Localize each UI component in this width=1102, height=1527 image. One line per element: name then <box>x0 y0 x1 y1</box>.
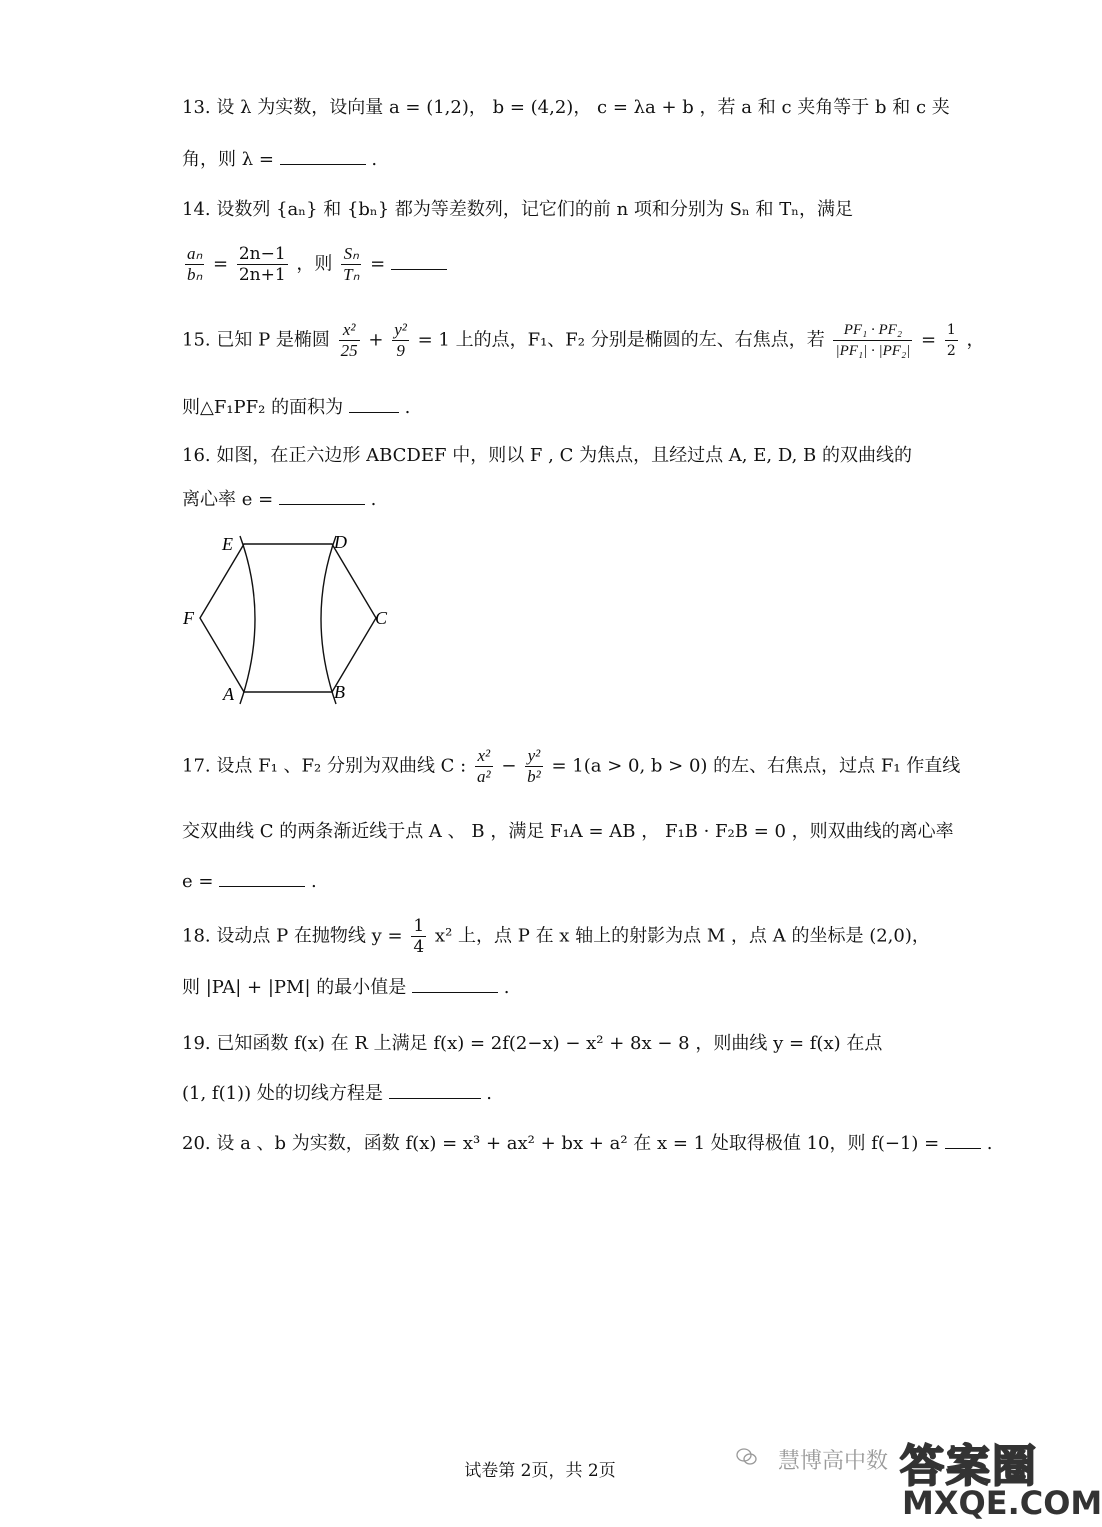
question-18-line2: 则 |PA| + |PM| 的最小值是 . <box>182 977 510 998</box>
fraction-x2-a2: $\frac{\text{x²}}{\text{a²}}$ <box>476 746 491 786</box>
label-C: C <box>375 608 388 628</box>
question-17-line2 <box>182 820 954 844</box>
fraction-an-bn: $\frac{\text{aₙ}}{\text{bₙ}}$ <box>187 244 203 284</box>
answer-blank-15[interactable] <box>349 396 399 413</box>
label-E: E <box>222 534 233 554</box>
question-20-text: 设 a 、b 为实数，函数 f(x) = x³ + ax² + bx + a² 在 x = 1 处取得极值 10，则 f(−1) = <box>216 1133 940 1154</box>
answer-blank-17[interactable] <box>219 870 305 887</box>
hyperbola-right-branch <box>321 536 336 704</box>
question-20-line1: 20. 设 a 、b 为实数，函数 f(x) = x³ + ax² + bx + a² 在 x = 1 处取得极值 10，则 f(−1) = . <box>182 1133 993 1154</box>
page-footer: 试卷第 2页，共 2页 <box>464 1461 616 1481</box>
question-13-line1: 13. 设 λ 为实数，设向量 a = (1,2)， b = (4,2)， c = λa + b ，若 a 和 c 夹角等于 b 和 c 夹 <box>182 97 950 118</box>
label-F: F <box>183 608 194 628</box>
fraction-2n: $\frac{2n-1}{2n+1}$ <box>238 244 286 285</box>
question-17-line1: 17. 设点 F₁ 、F₂ 分别为双曲线 C : $\frac{\text{x²}}{\text{a²}}$ − $\frac{\text{y²}}{\text{b²}}$ = 1(a > 0, b > 0) 的左、右焦点，过点 F₁ 作直线 <box>182 746 961 786</box>
label-A: A <box>223 684 234 704</box>
fraction-x2-25: $\frac{\text{x²}}{25}$ <box>340 320 358 360</box>
answer-blank-16[interactable] <box>279 488 365 505</box>
fraction-1-2: $\frac{1}{2}$ <box>946 322 956 359</box>
label-B: B <box>334 682 345 702</box>
fraction-sn-tn: $\frac{\text{Sₙ}}{\text{Tₙ}}$ <box>343 244 360 284</box>
question-14-line2: $\frac{\text{aₙ}}{\text{bₙ}}$ = $\frac{2n-1}{2n+1}$ ，则 $\frac{\text{Sₙ}}{\text{Tₙ}}$ = <box>182 244 447 285</box>
fraction-y2-b2: $\frac{\text{y²}}{\text{b²}}$ <box>527 746 541 786</box>
answer-blank-19[interactable] <box>389 1082 481 1099</box>
question-14-line1: 14. 设数列 {aₙ} 和 {bₙ} 都为等差数列，记它们的前 n 项和分别为 Sₙ 和 Tₙ，满足 <box>182 199 854 220</box>
hyperbola-left-branch <box>240 536 255 704</box>
question-16-text: 如图，在正六边形 ABCDEF 中，则以 F , C 为焦点，且经过点 A, E, D, B 的双曲线的 <box>216 445 913 466</box>
watermark-domain: MXQE.COM <box>902 1484 1102 1522</box>
answer-blank-13[interactable] <box>280 148 366 165</box>
question-13-text: 设 λ 为实数，设向量 a = (1,2)， b = (4,2)， c = λa + b ，若 a 和 c 夹角等于 b 和 c 夹 <box>216 97 950 118</box>
label-D: D <box>334 532 347 552</box>
hexagon-hyperbola-figure <box>180 528 410 710</box>
fraction-pf-dot: $\frac{\text{PF₁ · PF₂}}{\text{|PF₁| · |PF₂|}}$ <box>835 322 911 359</box>
question-14-text: 设数列 {aₙ} 和 {bₙ} 都为等差数列，记它们的前 n 项和分别为 Sₙ 和 Tₙ，满足 <box>216 199 854 220</box>
question-16-line1: 16. 如图，在正六边形 ABCDEF 中，则以 F , C 为焦点，且经过点 A, E, D, B 的双曲线的 <box>182 445 913 466</box>
watermark-logo-text: 答案圈 <box>900 1441 1038 1492</box>
answer-blank-18[interactable] <box>412 976 498 993</box>
hexagon-outline <box>200 544 376 692</box>
question-19-line1: 19. 已知函数 f(x) 在 R 上满足 f(x) = 2f(2−x) − x² + 8x − 8 ，则曲线 y = f(x) 在点 <box>182 1033 883 1054</box>
wechat-icon <box>736 1448 758 1466</box>
fraction-1-4: $\frac{1}{4}$ <box>413 916 425 957</box>
answer-blank-14[interactable] <box>391 253 447 270</box>
question-15-line1: 15. 已知 P 是椭圆 $\frac{\text{x²}}{25}$ + $\frac{\text{y²}}{9}$ = 1 上的点，F₁、F₂ 分别是椭圆的左、右焦点，若 $\frac{\text{PF₁ · PF₂}}{\text{|PF₁| · |PF₂|}}$ = $\frac{1}{2}$ ， <box>182 320 985 360</box>
watermark-wechat-text: 慧博高中数 <box>778 1449 889 1474</box>
question-19-line2: (1, f(1)) 处的切线方程是 . <box>182 1083 493 1104</box>
question-16-line2: 离心率 e = . <box>182 489 377 510</box>
fraction-y2-9: $\frac{\text{y²}}{9}$ <box>394 320 407 360</box>
watermark <box>730 1428 1102 1523</box>
question-15-line2: 则△F₁PF₂ 的面积为 . <box>182 397 411 418</box>
question-13-line2: 角，则 λ = . <box>182 149 378 170</box>
question-17-text: 交双曲线 C 的两条渐近线于点 A 、 B ，满足 F₁A = AB ， F₁B · F₂B = 0 ，则双曲线的离心率 <box>182 821 954 842</box>
question-18-line1: 18. 设动点 P 在抛物线 y = $\frac{1}{4}$ x² 上，点 P 在 x 轴上的射影为点 M ，点 A 的坐标是 (2,0)， <box>182 916 930 957</box>
answer-blank-20[interactable] <box>945 1132 981 1149</box>
question-19-text: 已知函数 f(x) 在 R 上满足 f(x) = 2f(2−x) − x² + 8x − 8 ，则曲线 y = f(x) 在点 <box>216 1033 883 1054</box>
question-17-line3: e = . <box>182 871 317 892</box>
